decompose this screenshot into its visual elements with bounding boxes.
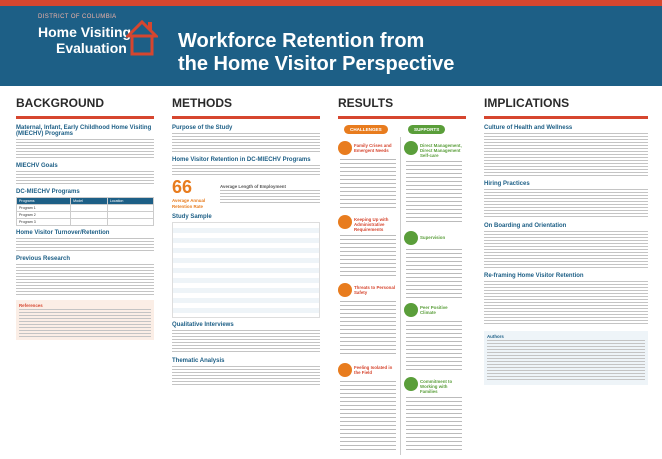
table-cell (71, 205, 108, 212)
hiring-text-placeholder (484, 189, 648, 219)
table-header-cell: Location (107, 198, 153, 205)
title-line2: the Home Visitor Perspective (178, 53, 455, 75)
research-text-placeholder (16, 264, 154, 296)
reframing-heading: Re-framing Home Visitor Retention (484, 273, 584, 279)
logo-line1: Home Visiting (38, 24, 132, 40)
retention-heading: Home Visitor Retention in DC-MIECHV Programs (172, 157, 311, 163)
goals-text-placeholder (16, 171, 154, 185)
miechv-heading: Maternal, Infant, Early Childhood Home Visiting (MIECHV) Programs (16, 125, 152, 137)
programs-heading: DC-MIECHV Programs (16, 189, 80, 195)
table-row (17, 212, 154, 219)
support-icon (404, 303, 418, 317)
retention-rate-label: Average Annual Retention Rate (172, 198, 206, 209)
table-cell (107, 212, 153, 219)
authors-box (484, 331, 648, 385)
turnover-heading: Home Visitor Turnover/Retention (16, 230, 110, 236)
hiring-heading: Hiring Practices (484, 181, 530, 187)
support-text-placeholder (406, 321, 462, 371)
support-icon (404, 231, 418, 245)
results-heading: RESULTS (338, 96, 394, 110)
tenure-text-placeholder (220, 190, 320, 204)
title-line1: Workforce Retention from (178, 30, 425, 52)
logo-line2: Evaluation (56, 40, 127, 56)
analysis-text-placeholder (172, 366, 320, 386)
onboarding-heading: On Boarding and Orientation (484, 223, 567, 229)
results-divider-line (400, 137, 401, 455)
table-row (17, 219, 154, 226)
onboarding-text-placeholder (484, 231, 648, 269)
references-box (16, 300, 154, 340)
results-column (338, 96, 466, 456)
implications-divider (484, 116, 648, 119)
interviews-heading: Qualitative Interviews (172, 322, 234, 328)
retention-rate (172, 177, 216, 210)
retention-stats (172, 177, 320, 210)
challenge-text-placeholder (340, 381, 396, 451)
background-heading: BACKGROUND (16, 96, 104, 110)
challenge-icon (338, 283, 352, 297)
background-column (16, 96, 154, 340)
methods-divider (172, 116, 320, 119)
table-cell: Program 2 (17, 212, 71, 219)
purpose-text-placeholder (172, 133, 320, 153)
header-stripe (0, 0, 662, 6)
research-heading: Previous Research (16, 256, 71, 262)
challenge-title: Keeping Up with Administrative Requirements (354, 217, 389, 232)
table-cell: Program 1 (17, 205, 71, 212)
tenure-label: Average Length of Employment (220, 183, 286, 189)
results-grid (338, 125, 466, 455)
header (0, 0, 662, 86)
table-row (17, 205, 154, 212)
table-cell (71, 219, 108, 226)
support-text-placeholder (406, 161, 462, 225)
turnover-text-placeholder (16, 238, 154, 252)
page-title (178, 30, 638, 76)
table-header-cell: Programs (17, 198, 71, 205)
sample-table (172, 222, 320, 318)
culture-text-placeholder (484, 133, 648, 177)
reframing-text-placeholder (484, 281, 648, 325)
references-heading: References (19, 303, 43, 308)
support-title: Supervision (420, 235, 446, 240)
sample-heading: Study Sample (172, 214, 212, 220)
challenge-icon (338, 215, 352, 229)
table-cell (107, 205, 153, 212)
programs-table (16, 197, 154, 226)
table-cell (107, 219, 153, 226)
support-text-placeholder (406, 249, 462, 299)
authors-text-placeholder (487, 340, 645, 382)
culture-heading: Culture of Health and Wellness (484, 125, 573, 131)
interviews-text-placeholder (172, 330, 320, 354)
miechv-text-placeholder (16, 139, 154, 159)
challenge-icon (338, 141, 352, 155)
logo (18, 10, 163, 80)
tenure-block (220, 184, 320, 204)
support-icon (404, 141, 418, 155)
results-divider (338, 116, 466, 119)
references-text-placeholder (19, 309, 151, 337)
challenge-icon (338, 363, 352, 377)
challenge-title: Feeling Isolated in the Field (354, 365, 393, 375)
support-icon (404, 377, 418, 391)
challenge-text-placeholder (340, 235, 396, 277)
supports-label: SUPPORTS (408, 125, 445, 134)
table-cell: Program 3 (17, 219, 71, 226)
background-divider (16, 116, 154, 119)
challenges-label: CHALLENGES (344, 125, 388, 134)
goals-heading: MIECHV Goals (16, 163, 58, 169)
methods-column (172, 96, 320, 386)
methods-heading: METHODS (172, 96, 232, 110)
support-text-placeholder (406, 397, 462, 451)
implications-column (484, 96, 648, 385)
challenge-text-placeholder (340, 159, 396, 209)
support-title: Peer Positive Climate (420, 305, 448, 315)
table-cell (71, 212, 108, 219)
table-header-cell: Model (71, 198, 108, 205)
implications-heading: IMPLICATIONS (484, 96, 570, 110)
challenge-text-placeholder (340, 301, 396, 357)
purpose-heading: Purpose of the Study (172, 125, 233, 131)
retention-text-placeholder (172, 165, 320, 175)
table-row (17, 198, 154, 205)
challenge-title: Threats to Personal Safety (354, 285, 395, 295)
support-title: Direct Management, Direct Management Self-care (420, 143, 462, 158)
challenge-title: Family Crises and Emergent Needs (354, 143, 392, 153)
logo-top-text: DISTRICT OF COLUMBIA (38, 14, 117, 20)
analysis-heading: Thematic Analysis (172, 358, 225, 364)
authors-heading: Authors (487, 334, 504, 339)
support-title: Commitment to Working with Families (420, 379, 453, 394)
house-icon (126, 18, 158, 58)
retention-rate-value: 66 (172, 177, 193, 197)
